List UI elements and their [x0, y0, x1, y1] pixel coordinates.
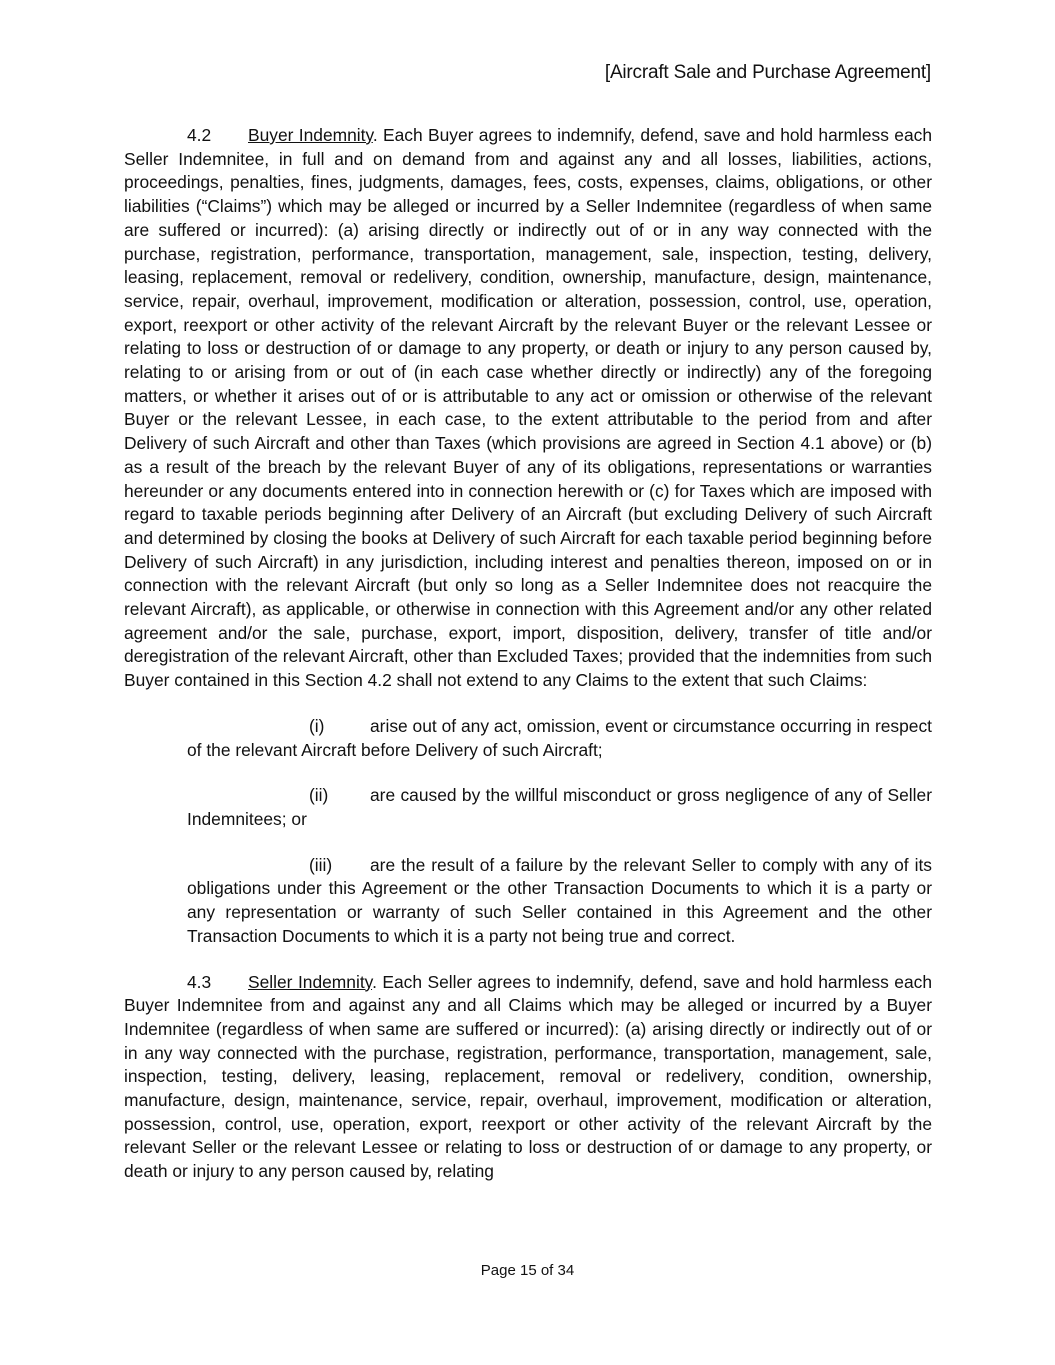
section-4-3-text: . Each Seller agrees to indemnify, defend, save and hold harmless each Buyer Indemnitee from and against any and all Claims which may be alleged or incurred by a Buyer Indemnitee (regardless of when same are suffered or incurred): (a) arising directly or indirectly out of or in any way connected with the purchase, registration, performance, transportation, management, sale, inspection, testing, delivery, leasing, replacement, removal or redelivery, condition, ownership, manufacture, design, maintenance, service, repair, overhaul, improvement, modification or alteration, possession, control, use, operation, export, reexport or other activity of the relevant Aircraft by the relevant Seller or the relevant Lessee or relating to loss or destruction of or damage to any property, or death or injury to any person caused by, relating [124, 971, 932, 1182]
section-4-3-heading: Seller Indemnity [248, 971, 373, 992]
section-4-2-heading: Buyer Indemnity [248, 125, 373, 145]
section-4-3-number: 4.3 [187, 971, 212, 992]
exception-item-i [187, 715, 932, 762]
exception-text: are the result of a failure by the relevant Seller to comply with any of its obligations under this Agreement or the other Transaction Documents to which it is a party or any representation or warranty of such Seller contained in this Agreement and the other Transaction Documents to which it is a party not being true and correct. [187, 854, 932, 946]
exception-item-ii [187, 784, 932, 831]
exception-number: (ii) [309, 785, 329, 806]
exception-number: (iii) [309, 854, 333, 875]
section-4-2-number: 4.2 [187, 125, 212, 145]
document-body [124, 124, 932, 1184]
section-4-2-paragraph [124, 124, 932, 693]
exception-text: are caused by the willful misconduct or gross negligence of any of Seller Indemnitees; or [187, 785, 932, 829]
page-number: Page 15 of 34 [480, 1262, 575, 1279]
section-4-3-paragraph [124, 971, 932, 1184]
exception-text: arise out of any act, omission, event or circumstance occurring in respect of the relevant Aircraft before Delivery of such Aircraft; [187, 715, 932, 760]
exception-number: (i) [309, 715, 325, 736]
section-4-2-text: . Each Buyer agrees to indemnify, defend, save and hold harmless each Seller Indemnitee, in full and on demand from and against any and all losses, liabilities, actions, proceedings, penalties, fines, judgments, damages, fees, costs, expenses, claims, obligations, or other liabilities (“Claims”) which may be alleged or incurred by a Seller Indemnitee (regardless of when same are suffered or incurred): (a) arising directly or indirectly out of or in any way connected with the purchase, registration, performance, transportation, management, sale, inspection, testing, delivery, leasing, replacement, removal or redelivery, condition, ownership, manufacture, design, maintenance, service, repair, overhaul, improvement, modification or alteration, possession, control, use, operation, export, reexport or other activity of the relevant Aircraft by the relevant Buyer or the relevant Lessee or relating to loss or destruction of or damage to any property, or death or injury to any person caused by, relating to or arising from or out of (in each case whether directly or indirectly) any of the foregoing matters, or whether it arises out of or is attributable to any act or omission or otherwise of the relevant Buyer or the relevant Lessee, in each case, to the extent attributable to the period from and after Delivery of such Aircraft and other than Taxes (which provisions are agreed in Section 4.1 above) or (b) as a result of the breach by the relevant Buyer of any of its obligations, representations or warranties hereunder or any documents entered into in connection herewith or (c) for Taxes which are imposed with regard to taxable periods beginning after Delivery of an Aircraft (but excluding Delivery of such Aircraft and determined by closing the books at Delivery of such Aircraft for each taxable period beginning before Delivery of such Aircraft) in any jurisdiction, including interest and penalties thereon, imposed on or in connection with the relevant Aircraft (but only so long as a Seller Indemnitee does not reacquire the relevant Aircraft), as applicable, or otherwise in connection with this Agreement and/or any other related agreement and/or the sale, purchase, export, import, disposition, delivery, transfer of title and/or deregistration of the relevant Aircraft, other than Excluded Taxes; provided that the indemnities from such Buyer contained in this Section 4.2 shall not extend to any Claims to the extent that such Claims: [124, 125, 932, 691]
exception-item-iii [187, 854, 932, 949]
document-header: [Aircraft Sale and Purchase Agreement] [604, 62, 931, 83]
